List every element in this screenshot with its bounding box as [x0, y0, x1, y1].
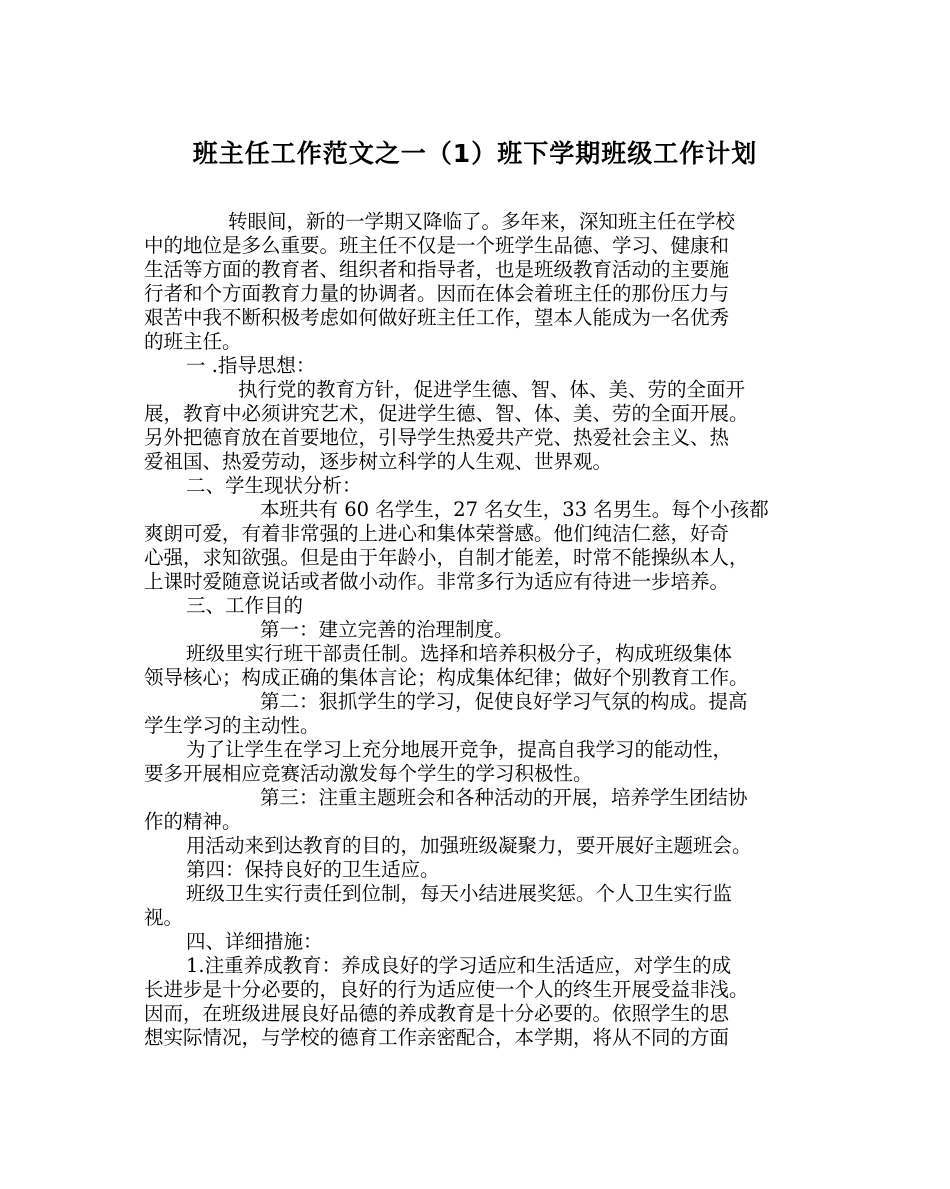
body-line: 第一：建立完善的治理制度。: [260, 618, 514, 641]
body-line: 的班主任。: [144, 330, 242, 353]
document-title: 班主任工作范文之一（1）班下学期班级工作计划: [192, 139, 758, 168]
body-line: 上课时爱随意说话或者做小动作。非常多行为适应有待进一步培养。: [144, 570, 730, 593]
body-line: 艰苦中我不断积极考虑如何做好班主任工作，望本人能成为一名优秀: [144, 306, 730, 329]
body-line: 用活动来到达教育的目的，加强班级凝聚力，要开展好主题班会。: [186, 834, 752, 857]
body-line: 转眼间，新的一学期又降临了。多年来，深知班主任在学校: [228, 210, 736, 233]
body-line: 第三：注重主题班会和各种活动的开展，培养学生团结协: [260, 786, 748, 809]
body-line: 为了让学生在学习上充分地展开竞争，提高自我学习的能动性，: [186, 738, 733, 761]
body-line: 第二：狠抓学生的学习，促使良好学习气氛的构成。提高: [260, 690, 748, 713]
body-line: 另外把德育放在首要地位，引导学生热爱共产党、热爱社会主义、热: [144, 426, 730, 449]
body-line: 本班共有 60 名学生，27 名女生，33 名男生。每个小孩都: [260, 498, 769, 521]
body-line: 执行党的教育方针，促进学生德、智、体、美、劳的全面开: [238, 378, 746, 401]
body-line: 班级里实行班干部责任制。选择和培养积极分子，构成班级集体: [186, 642, 733, 665]
body-line: 领导核心；构成正确的集体言论；构成集体纪律；做好个别教育工作。: [144, 666, 749, 689]
body-line: 展，教育中必须讲究艺术，促进学生德、智、体、美、劳的全面开展。: [144, 402, 749, 425]
body-line: 长进步是十分必要的，良好的行为适应使一个人的终生开展受益非浅。: [144, 978, 749, 1001]
body-line: 学生学习的主动性。: [144, 714, 320, 737]
body-line: 四、详细措施：: [186, 930, 323, 953]
body-line: 1.注重养成教育：养成良好的学习适应和生活适应，对学生的成: [186, 954, 732, 977]
body-line: 生活等方面的教育者、组织者和指导者，也是班级教育活动的主要施: [144, 258, 730, 281]
body-line: 想实际情况，与学校的德育工作亲密配合，本学期，将从不同的方面: [144, 1026, 730, 1049]
body-line: 要多开展相应竞赛活动激发每个学生的学习积极性。: [144, 762, 593, 785]
body-line: 第四：保持良好的卫生适应。: [186, 858, 440, 881]
body-line: 爱祖国、热爱劳动，逐步树立科学的人生观、世界观。: [144, 450, 613, 473]
body-line: 一 .指导思想：: [186, 354, 316, 377]
body-line: 二、学生现状分析：: [186, 474, 362, 497]
body-line: 因而，在班级进展良好品德的养成教育是十分必要的。依照学生的思: [144, 1002, 730, 1025]
body-line: 视。: [144, 906, 184, 929]
document-body: [144, 210, 834, 1050]
body-line: 班级卫生实行责任到位制，每天小结进展奖惩。个人卫生实行监: [186, 882, 733, 905]
body-line: 三、工作目的: [186, 594, 304, 617]
body-line: 心强，求知欲强。但是由于年龄小，自制才能差，时常不能操纵本人，: [144, 546, 749, 569]
body-line: 爽朗可爱，有着非常强的上进心和集体荣誉感。他们纯洁仁慈，好奇: [144, 522, 730, 545]
body-line: 行者和个方面教育力量的协调者。因而在体会着班主任的那份压力与: [144, 282, 730, 305]
body-line: 作的精神。: [144, 810, 242, 833]
body-line: 中的地位是多么重要。班主任不仅是一个班学生品德、学习、健康和: [144, 234, 730, 257]
